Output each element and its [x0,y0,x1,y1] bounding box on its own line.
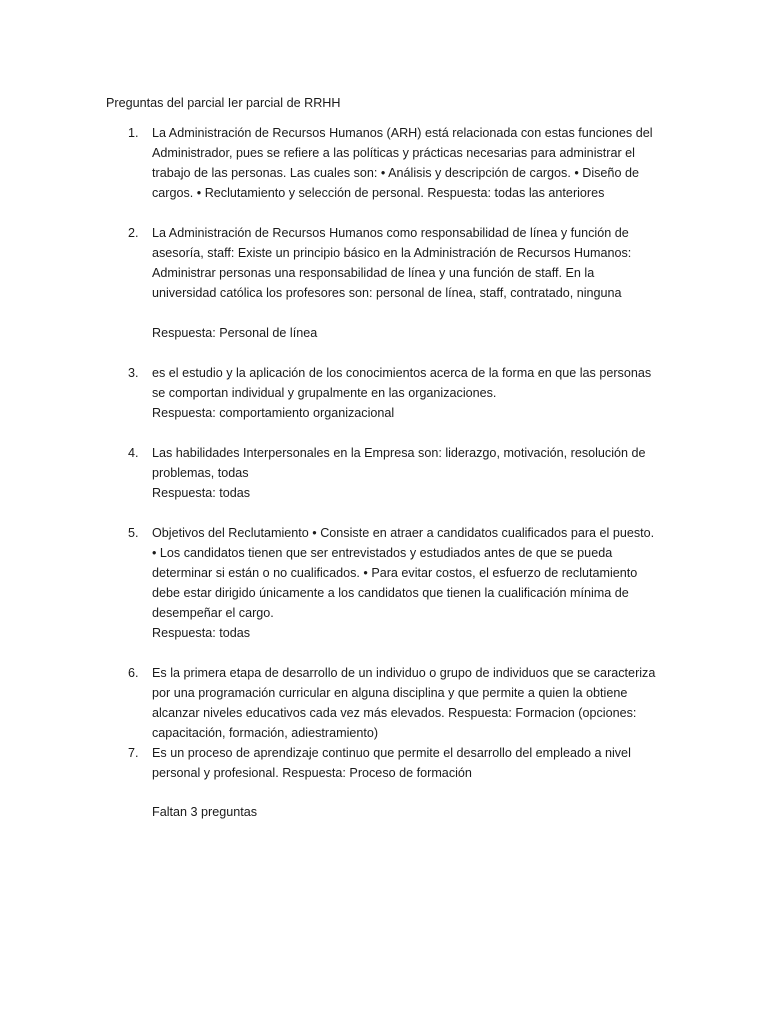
text-line: Administrador, pues se refiere a las políticas y prácticas necesarias para administrar el [152,146,635,160]
text-line: desempeñar el cargo. [152,606,274,620]
text-line: universidad católica los profesores son: personal de línea, staff, contratado, ninguna [152,286,622,300]
text-line: determinar si están o no cualificados. • Para evitar costos, el esfuerzo de reclutamiento [152,566,638,580]
question-text [152,523,655,643]
text-line: cargos. • Reclutamiento y selección de personal. Respuesta: todas las anteriores [152,186,605,200]
text-line: debe estar dirigido únicamente a los candidatos que tienen la cualificación mínima de [152,586,629,600]
text-line: La Administración de Recursos Humanos (ARH) está relacionada con estas funciones del [152,126,653,140]
text-line: personal y profesional. Respuesta: Proceso de formación [152,766,472,780]
question-text [152,663,656,743]
text-line: trabajo de las personas. Las cuales son: • Análisis y descripción de cargos. • Diseño de [152,166,639,180]
question-number: 5. [128,526,139,540]
footer-note: Faltan 3 preguntas [152,805,258,819]
document-title: Preguntas del parcial Ier parcial de RRHH [106,96,341,110]
text-line: Es un proceso de aprendizaje continuo que permite el desarrollo del empleado a nivel [152,746,631,760]
text-line: asesoría, staff: Existe un principio básico en la Administración de Recursos Humanos: [152,246,632,260]
text-line: por una programación curricular en alguna disciplina y que permite a quien la obtiene [152,686,628,700]
text-line: capacitación, formación, adiestramiento) [152,726,379,740]
answer-line: Respuesta: todas [152,486,251,500]
text-line: problemas, todas [152,466,249,480]
text-line: es el estudio y la aplicación de los conocimientos acerca de la forma en que las personas [152,366,652,380]
question-text [152,223,644,343]
text-line: se comportan individual y grupalmente en las organizaciones. [152,386,497,400]
answer-line: Respuesta: comportamiento organizacional [152,406,395,420]
text-line: • Los candidatos tienen que ser entrevistados y estudiados antes de que se pueda [152,546,613,560]
question-number: 3. [128,366,139,380]
text-line: Administrar personas una responsabilidad de línea y una función de staff. En la [152,266,595,280]
answer-line: Respuesta: Personal de línea [152,326,318,340]
text-line: Es la primera etapa de desarrollo de un individuo o grupo de individuos que se caracteriza [152,666,656,680]
text-line: alcanzar niveles educativos cada vez más elevados. Respuesta: Formacion (opciones: [152,706,637,720]
text-line: Objetivos del Reclutamiento • Consiste en atraer a candidatos cualificados para el puesto. [152,526,655,540]
text-line: Las habilidades Interpersonales en la Empresa son: liderazgo, motivación, resolución de [152,446,646,460]
question-number: 2. [128,226,139,240]
question-text [152,443,644,503]
question-number: 4. [128,446,139,460]
question-number: 1. [128,126,139,140]
question-number: 6. [128,666,139,680]
question-text [152,743,644,783]
answer-line: Respuesta: todas [152,626,251,640]
question-text [152,123,653,203]
text-line: La Administración de Recursos Humanos como responsabilidad de línea y función de [152,226,629,240]
question-text [152,363,652,423]
question-number: 7. [128,746,139,760]
